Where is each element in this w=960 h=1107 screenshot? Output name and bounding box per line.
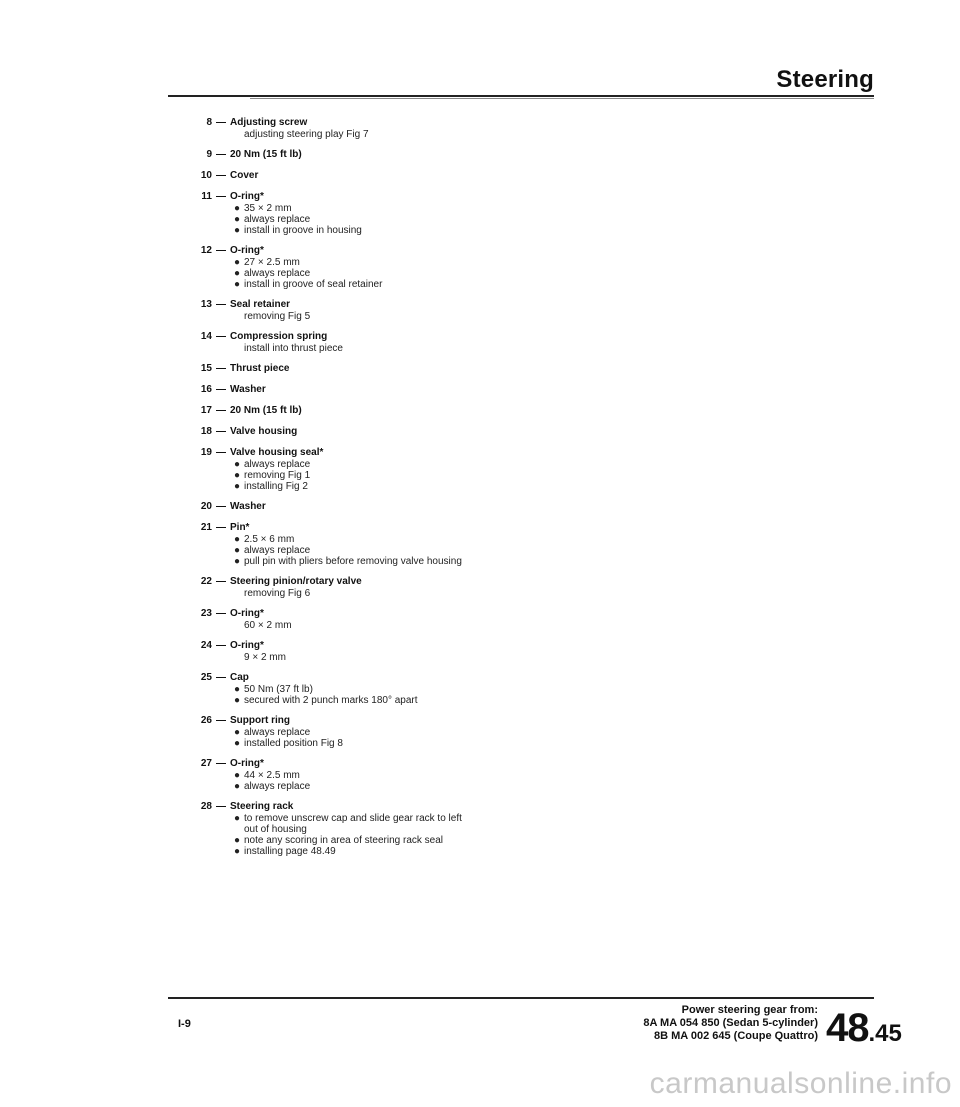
legend-item-heading bbox=[190, 245, 750, 257]
footer-rule bbox=[168, 997, 874, 999]
bullet-icon: ● bbox=[234, 684, 241, 695]
dash-separator: — bbox=[216, 715, 226, 726]
legend-item-heading bbox=[190, 426, 750, 438]
dash-separator: — bbox=[216, 117, 226, 128]
item-details bbox=[190, 620, 750, 631]
legend-item-heading bbox=[190, 715, 750, 727]
legend-item-heading bbox=[190, 363, 750, 375]
detail-text: install into thrust piece bbox=[244, 343, 343, 354]
item-number: 24 bbox=[200, 640, 212, 651]
dash-separator: — bbox=[216, 640, 226, 651]
legend-item-heading bbox=[190, 608, 750, 620]
detail-line bbox=[234, 225, 750, 236]
legend-item bbox=[190, 447, 750, 492]
page-title: Steering bbox=[776, 66, 874, 93]
item-details bbox=[190, 588, 750, 599]
item-title: Pin* bbox=[230, 522, 250, 533]
detail-text: 27 × 2.5 mm bbox=[244, 257, 300, 268]
footer-caption bbox=[643, 1004, 818, 1043]
item-number: 20 bbox=[200, 501, 212, 512]
item-number: 9 bbox=[206, 149, 212, 160]
legend-item bbox=[190, 715, 750, 749]
legend-item-heading bbox=[190, 447, 750, 459]
legend-item bbox=[190, 608, 750, 631]
detail-line bbox=[234, 459, 750, 470]
legend-item-heading bbox=[190, 758, 750, 770]
detail-line bbox=[234, 534, 750, 545]
item-number: 19 bbox=[200, 447, 212, 458]
dash-separator: — bbox=[216, 672, 226, 683]
bullet-icon: ● bbox=[234, 459, 241, 470]
bullet-icon: ● bbox=[234, 470, 241, 481]
item-number: 12 bbox=[200, 245, 212, 256]
caption-line: 8B MA 002 645 (Coupe Quattro) bbox=[653, 1030, 818, 1042]
detail-line bbox=[234, 727, 750, 738]
dash-separator: — bbox=[216, 426, 226, 437]
item-title: Washer bbox=[230, 501, 266, 512]
detail-text: removing Fig 1 bbox=[244, 470, 311, 481]
legend-item-heading bbox=[190, 384, 750, 396]
detail-line bbox=[234, 481, 750, 492]
item-details bbox=[190, 343, 750, 354]
bullet-icon: ● bbox=[234, 279, 241, 290]
legend-item bbox=[190, 149, 750, 161]
detail-line bbox=[234, 684, 750, 695]
legend-item-heading bbox=[190, 576, 750, 588]
detail-text: always replace bbox=[244, 781, 311, 792]
item-number: 13 bbox=[200, 299, 212, 310]
bullet-icon: ● bbox=[234, 770, 241, 781]
legend-item bbox=[190, 801, 750, 857]
dash-separator: — bbox=[216, 191, 226, 202]
legend-item bbox=[190, 672, 750, 706]
legend-item-heading bbox=[190, 672, 750, 684]
detail-text: installing Fig 2 bbox=[244, 481, 308, 492]
detail-line bbox=[234, 279, 750, 290]
detail-line bbox=[234, 214, 750, 225]
item-title: Cover bbox=[230, 170, 259, 181]
detail-text: to remove unscrew cap and slide gear rack to left bbox=[244, 813, 462, 824]
detail-line bbox=[234, 824, 750, 835]
detail-line bbox=[234, 620, 750, 631]
detail-line bbox=[234, 311, 750, 322]
dash-separator: — bbox=[216, 405, 226, 416]
detail-text: 50 Nm (37 ft lb) bbox=[244, 684, 313, 695]
item-details bbox=[190, 727, 750, 749]
dash-separator: — bbox=[216, 576, 226, 587]
item-title: Adjusting screw bbox=[230, 117, 308, 128]
legend-item-heading bbox=[190, 522, 750, 534]
item-title: Steering pinion/rotary valve bbox=[230, 576, 362, 587]
legend-item-heading bbox=[190, 170, 750, 182]
detail-text: removing Fig 6 bbox=[244, 588, 311, 599]
dash-separator: — bbox=[216, 170, 226, 181]
item-details bbox=[190, 813, 750, 857]
legend-item bbox=[190, 331, 750, 354]
legend-item-heading bbox=[190, 331, 750, 343]
bullet-icon: ● bbox=[234, 727, 241, 738]
legend-item bbox=[190, 170, 750, 182]
bullet-icon: ● bbox=[234, 846, 241, 857]
item-title: Thrust piece bbox=[230, 363, 290, 374]
item-number: 14 bbox=[200, 331, 212, 342]
item-details bbox=[190, 684, 750, 706]
section-number bbox=[826, 1006, 902, 1051]
legend-item bbox=[190, 384, 750, 396]
detail-text: installed position Fig 8 bbox=[244, 738, 343, 749]
bullet-icon: ● bbox=[234, 813, 241, 824]
dash-separator: — bbox=[216, 447, 226, 458]
dash-separator: — bbox=[216, 245, 226, 256]
legend-item bbox=[190, 640, 750, 663]
detail-text: adjusting steering play Fig 7 bbox=[244, 129, 369, 140]
detail-text: 9 × 2 mm bbox=[244, 652, 286, 663]
item-title: O-ring* bbox=[230, 608, 264, 619]
bullet-icon: ● bbox=[234, 203, 241, 214]
detail-text: secured with 2 punch marks 180° apart bbox=[244, 695, 418, 706]
legend-item bbox=[190, 405, 750, 417]
item-number: 18 bbox=[200, 426, 212, 437]
item-title: O-ring* bbox=[230, 640, 264, 651]
item-details bbox=[190, 257, 750, 290]
item-number: 25 bbox=[200, 672, 212, 683]
legend-item bbox=[190, 299, 750, 322]
detail-line bbox=[234, 129, 750, 140]
detail-text: install in groove of seal retainer bbox=[244, 279, 383, 290]
item-number: 22 bbox=[200, 576, 212, 587]
item-details bbox=[190, 129, 750, 140]
bullet-icon: ● bbox=[234, 268, 241, 279]
bullet-icon: ● bbox=[234, 835, 241, 846]
detail-text: always replace bbox=[244, 268, 311, 279]
item-details bbox=[190, 534, 750, 567]
detail-text: install in groove in housing bbox=[244, 225, 362, 236]
legend-item-heading bbox=[190, 299, 750, 311]
item-number: 11 bbox=[201, 191, 212, 202]
detail-line bbox=[234, 695, 750, 706]
item-title: O-ring* bbox=[230, 191, 264, 202]
legend-item-heading bbox=[190, 405, 750, 417]
detail-text: 2.5 × 6 mm bbox=[244, 534, 295, 545]
dash-separator: — bbox=[216, 363, 226, 374]
detail-text: note any scoring in area of steering rack seal bbox=[244, 835, 443, 846]
section-major: 48 bbox=[826, 1006, 869, 1050]
bullet-icon: ● bbox=[234, 225, 241, 236]
legend-item-heading bbox=[190, 149, 750, 161]
caption-line: Power steering gear from: bbox=[681, 1004, 818, 1016]
item-number: 8 bbox=[206, 117, 212, 128]
bullet-icon: ● bbox=[234, 781, 241, 792]
detail-line bbox=[234, 343, 750, 354]
bullet-icon: ● bbox=[234, 738, 241, 749]
item-title: O-ring* bbox=[230, 758, 264, 769]
legend-item-heading bbox=[190, 801, 750, 813]
item-number: 23 bbox=[200, 608, 212, 619]
legend-item bbox=[190, 191, 750, 236]
item-title: Steering rack bbox=[230, 801, 294, 812]
detail-line bbox=[234, 257, 750, 268]
item-title: 20 Nm (15 ft lb) bbox=[230, 405, 302, 416]
watermark: carmanualsonline.info bbox=[649, 1067, 952, 1100]
legend-item-heading bbox=[190, 640, 750, 652]
dash-separator: — bbox=[216, 331, 226, 342]
bullet-icon: ● bbox=[234, 695, 241, 706]
page-reference: I-9 bbox=[178, 1018, 191, 1030]
item-title: Valve housing seal* bbox=[230, 447, 324, 458]
bullet-icon: ● bbox=[234, 556, 241, 567]
dash-separator: — bbox=[216, 801, 226, 812]
legend-item bbox=[190, 117, 750, 140]
legend-item bbox=[190, 576, 750, 599]
item-number: 15 bbox=[200, 363, 212, 374]
legend-item bbox=[190, 758, 750, 792]
legend-item-heading bbox=[190, 501, 750, 513]
dash-separator: — bbox=[216, 299, 226, 310]
legend-item bbox=[190, 501, 750, 513]
detail-line bbox=[234, 652, 750, 663]
detail-line bbox=[234, 268, 750, 279]
header-rule-thin bbox=[250, 98, 874, 99]
header-rule bbox=[168, 95, 874, 97]
detail-text: 35 × 2 mm bbox=[244, 203, 292, 214]
detail-line bbox=[234, 781, 750, 792]
detail-text: 60 × 2 mm bbox=[244, 620, 292, 631]
dash-separator: — bbox=[216, 758, 226, 769]
detail-line bbox=[234, 846, 750, 857]
bullet-icon: ● bbox=[234, 534, 241, 545]
detail-line bbox=[234, 738, 750, 749]
detail-text: 44 × 2.5 mm bbox=[244, 770, 300, 781]
dash-separator: — bbox=[216, 501, 226, 512]
detail-line bbox=[234, 545, 750, 556]
item-details bbox=[190, 459, 750, 492]
detail-line bbox=[234, 770, 750, 781]
detail-line bbox=[234, 203, 750, 214]
bullet-icon: ● bbox=[234, 257, 241, 268]
item-title: Support ring bbox=[230, 715, 290, 726]
detail-line bbox=[234, 813, 750, 824]
detail-line bbox=[234, 470, 750, 481]
item-title: Compression spring bbox=[230, 331, 328, 342]
item-number: 16 bbox=[200, 384, 212, 395]
legend-item bbox=[190, 522, 750, 567]
detail-text: always replace bbox=[244, 214, 311, 225]
detail-line bbox=[234, 588, 750, 599]
bullet-icon: ● bbox=[234, 545, 241, 556]
bullet-icon: ● bbox=[234, 481, 241, 492]
caption-line: 8A MA 054 850 (Sedan 5-cylinder) bbox=[643, 1017, 818, 1029]
item-details bbox=[190, 311, 750, 322]
item-details bbox=[190, 203, 750, 236]
item-title: 20 Nm (15 ft lb) bbox=[230, 149, 302, 160]
item-number: 27 bbox=[200, 758, 212, 769]
item-title: Seal retainer bbox=[230, 299, 291, 310]
detail-line bbox=[234, 556, 750, 567]
dash-separator: — bbox=[216, 522, 226, 533]
item-number: 28 bbox=[200, 801, 212, 812]
legend-item-heading bbox=[190, 191, 750, 203]
detail-text: removing Fig 5 bbox=[244, 311, 311, 322]
item-title: Valve housing bbox=[230, 426, 298, 437]
detail-text: installing page 48.49 bbox=[244, 846, 336, 857]
detail-text: always replace bbox=[244, 727, 311, 738]
item-number: 10 bbox=[200, 170, 212, 181]
legend-item bbox=[190, 363, 750, 375]
dash-separator: — bbox=[216, 149, 226, 160]
section-minor: .45 bbox=[868, 1020, 902, 1047]
legend-item bbox=[190, 245, 750, 290]
detail-text: always replace bbox=[244, 545, 311, 556]
item-number: 21 bbox=[200, 522, 212, 533]
parts-legend bbox=[190, 117, 750, 866]
detail-text: out of housing bbox=[244, 824, 307, 835]
dash-separator: — bbox=[216, 608, 226, 619]
legend-item-heading bbox=[190, 117, 750, 129]
detail-line bbox=[234, 835, 750, 846]
item-details bbox=[190, 770, 750, 792]
detail-text: always replace bbox=[244, 459, 311, 470]
dash-separator: — bbox=[216, 384, 226, 395]
item-title: O-ring* bbox=[230, 245, 264, 256]
detail-text: pull pin with pliers before removing valve housing bbox=[244, 556, 462, 567]
item-number: 17 bbox=[200, 405, 212, 416]
item-number: 26 bbox=[200, 715, 212, 726]
item-details bbox=[190, 652, 750, 663]
legend-item bbox=[190, 426, 750, 438]
bullet-icon: ● bbox=[234, 214, 241, 225]
item-title: Cap bbox=[230, 672, 249, 683]
item-title: Washer bbox=[230, 384, 266, 395]
